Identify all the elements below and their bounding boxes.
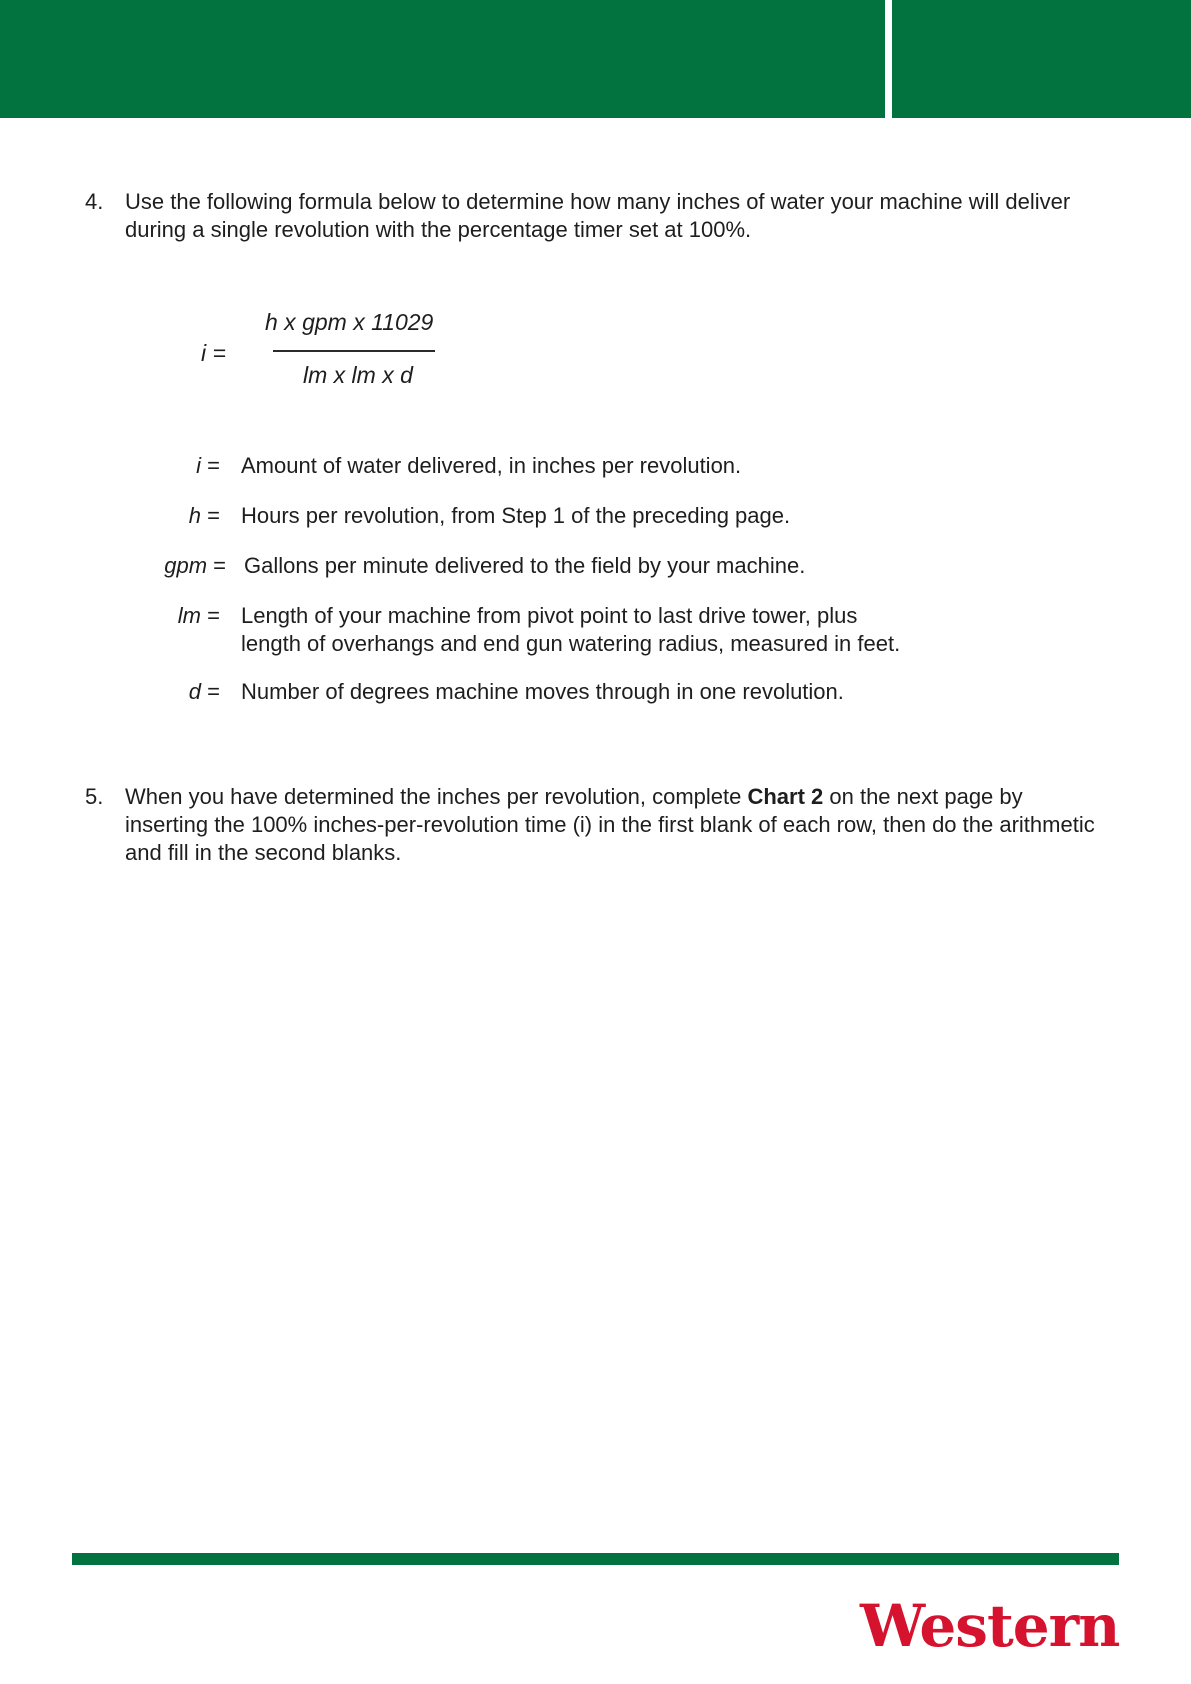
legend-row-h: [150, 502, 1050, 530]
legend-definition: Amount of water delivered, in inches per revolution.: [241, 453, 742, 478]
formula-lhs: i =: [201, 340, 226, 366]
formula-numerator: h x gpm x 11029: [265, 309, 434, 335]
western-logo: Western: [860, 1592, 1120, 1660]
header-green-bar: [0, 0, 885, 118]
variable-legend: [150, 452, 1050, 706]
step-5-number: 5.: [85, 784, 104, 809]
chart-2-reference: Chart 2: [747, 784, 824, 809]
legend-symbol: d =: [188, 679, 220, 704]
step-5-text: When you have determined the inches per revolution, complete Chart 2 on the next page by inserting the 100% inches-per-revolution time (i) in the first blank of each row, then do the arithmetic and fill in the second blanks.: [125, 784, 1095, 865]
legend-row-gpm: [150, 552, 1050, 580]
formula-denominator: lm x lm x d: [303, 362, 413, 388]
legend-definition: Number of degrees machine moves through in one revolution.: [241, 679, 844, 704]
legend-row-lm: [150, 602, 1050, 658]
legend-definition: Gallons per minute delivered to the field by your machine.: [244, 553, 806, 578]
step-4-text: Use the following formula below to determine how many inches of water your machine will deliver during a single revolution with the percentage timer set at 100%.: [125, 189, 1071, 242]
footer-green-rule: [72, 1553, 1119, 1565]
step-4-number: 4.: [85, 189, 104, 214]
legend-definition: Hours per revolution, from Step 1 of the preceding page.: [241, 503, 791, 528]
legend-row-i: [150, 452, 1050, 480]
legend-definition: Length of your machine from pivot point to last drive tower, plus: [241, 603, 858, 628]
header-green-tab: [892, 0, 1191, 118]
legend-row-d: [150, 678, 1050, 706]
fraction-bar: [273, 350, 435, 352]
formula: [185, 305, 485, 395]
legend-symbol: h =: [188, 503, 220, 528]
header-band: [0, 0, 1191, 118]
legend-definition-continued: length of overhangs and end gun watering radius, measured in feet.: [241, 631, 901, 656]
step-4: [85, 188, 1105, 244]
legend-symbol: lm =: [177, 603, 220, 628]
step-5: [85, 783, 1105, 867]
legend-symbol: gpm =: [164, 553, 226, 578]
legend-symbol: i =: [196, 453, 220, 478]
